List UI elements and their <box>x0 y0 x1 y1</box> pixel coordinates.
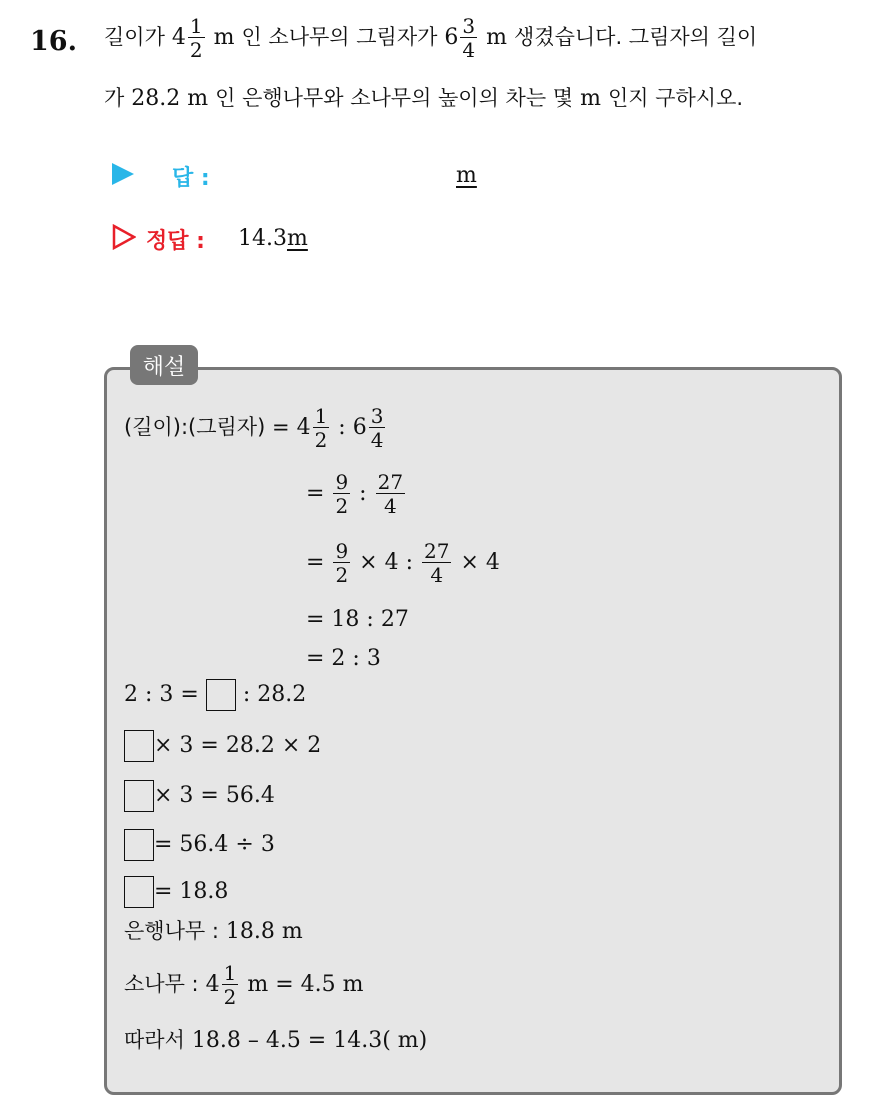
blank-box <box>124 876 154 908</box>
answer-blank-unit: m <box>456 163 477 188</box>
question-number: 16. <box>30 26 77 57</box>
numerator: 1 <box>223 961 237 985</box>
fraction <box>333 472 350 516</box>
mixed-number <box>296 404 332 452</box>
blank-box <box>124 730 154 762</box>
ginkgo-label: 은행나무 : <box>124 919 219 943</box>
equation-text: = 56.4 ÷ 3 <box>154 832 275 857</box>
equation-text: × 3 = 56.4 <box>154 783 275 808</box>
numerator: 27 <box>424 539 450 563</box>
equals: = <box>306 550 325 575</box>
numerator: 1 <box>314 404 328 428</box>
equation-text: 2 : 3 = <box>124 682 199 707</box>
blank-box <box>124 829 154 861</box>
ratio-colon: : <box>359 481 367 506</box>
fraction <box>376 472 405 516</box>
equation-text: : 28.2 <box>242 682 307 707</box>
correct-answer-unit: m <box>286 226 308 251</box>
mixed-number <box>205 961 241 1009</box>
equation-text: = 18.8 <box>154 879 229 904</box>
fraction <box>460 16 477 60</box>
denominator: 4 <box>462 38 476 62</box>
question-text: 인 소나무의 그림자가 <box>241 25 438 49</box>
length-value: 28.2 m <box>131 86 209 111</box>
correct-arrow-icon <box>112 224 136 250</box>
mixed-whole: 4 <box>171 25 186 50</box>
mixed-whole: 4 <box>296 415 311 440</box>
correct-answer-label: 정답 : <box>146 229 205 254</box>
mixed-number <box>352 404 388 452</box>
question-text: 길이가 <box>104 25 165 49</box>
mixed-number <box>171 14 207 62</box>
numerator: 1 <box>189 14 203 38</box>
solution-line-9 <box>124 829 275 861</box>
numerator: 27 <box>377 470 404 494</box>
unit: m <box>486 25 508 50</box>
question-line-2 <box>104 88 743 110</box>
denominator: 4 <box>383 494 397 518</box>
equals: = <box>306 481 325 506</box>
solution-line-10 <box>124 876 228 908</box>
solution-line-12 <box>124 963 363 1007</box>
question-line-1 <box>104 16 757 60</box>
denominator: 4 <box>370 428 384 452</box>
final-equation: 18.8 – 4.5 = 14.3( m) <box>191 1028 428 1053</box>
solution-tab: 해설 <box>130 345 198 385</box>
equation-text: × 3 = 28.2 × 2 <box>154 733 322 758</box>
question-text: 생겼습니다. 그림자의 길이 <box>514 25 758 49</box>
ratio-colon: : <box>338 415 346 440</box>
denominator: 2 <box>335 563 349 587</box>
denominator: 2 <box>335 494 349 518</box>
denominator: 4 <box>430 563 444 587</box>
solution-line-5: = 2 : 3 <box>306 646 381 671</box>
pine-label: 소나무 : <box>124 972 199 996</box>
blank-box <box>124 780 154 812</box>
numerator: 3 <box>462 14 476 38</box>
fraction <box>369 406 386 450</box>
multiply-text: × 4 <box>460 550 500 575</box>
solution-line-13 <box>124 1030 427 1052</box>
numerator: 3 <box>370 404 384 428</box>
solution-line-11 <box>124 921 303 943</box>
ginkgo-value: 18.8 m <box>225 919 303 944</box>
numerator: 9 <box>335 539 349 563</box>
multiply-text: × 4 : <box>359 550 414 575</box>
correct-answer <box>238 226 308 251</box>
solution-line-7 <box>124 730 321 762</box>
question-text: 인 은행나무와 소나무의 높이의 차는 몇 <box>215 86 574 110</box>
mixed-whole: 6 <box>352 415 367 440</box>
fraction <box>313 406 330 450</box>
denominator: 2 <box>223 985 237 1009</box>
solution-line-3 <box>306 541 500 585</box>
solution-line-4: = 18 : 27 <box>306 607 409 632</box>
denominator: 2 <box>189 38 203 62</box>
answer-arrow-icon <box>112 163 134 185</box>
answer-label: 답 : <box>172 166 210 191</box>
fraction <box>333 541 350 585</box>
mixed-whole: 6 <box>444 25 459 50</box>
fraction <box>222 963 239 1007</box>
unit: m <box>213 25 235 50</box>
mixed-number <box>444 14 479 62</box>
solution-line-6 <box>124 679 306 711</box>
fraction <box>188 16 205 60</box>
question-text: 가 <box>104 86 125 110</box>
numerator: 9 <box>335 470 349 494</box>
solution-line-1 <box>124 406 387 450</box>
mixed-whole: 4 <box>205 972 220 997</box>
pine-value: m = 4.5 m <box>247 972 364 997</box>
denominator: 2 <box>314 428 328 452</box>
ratio-label: (길이):(그림자) = <box>124 415 290 439</box>
fraction <box>422 541 451 585</box>
blank-box <box>206 679 236 711</box>
solution-line-2 <box>306 472 407 516</box>
therefore-label: 따라서 <box>124 1028 185 1052</box>
unit: m <box>580 86 601 111</box>
question-text: 인지 구하시오. <box>607 86 744 110</box>
correct-answer-value: 14.3 <box>238 226 287 251</box>
solution-line-8 <box>124 780 275 812</box>
